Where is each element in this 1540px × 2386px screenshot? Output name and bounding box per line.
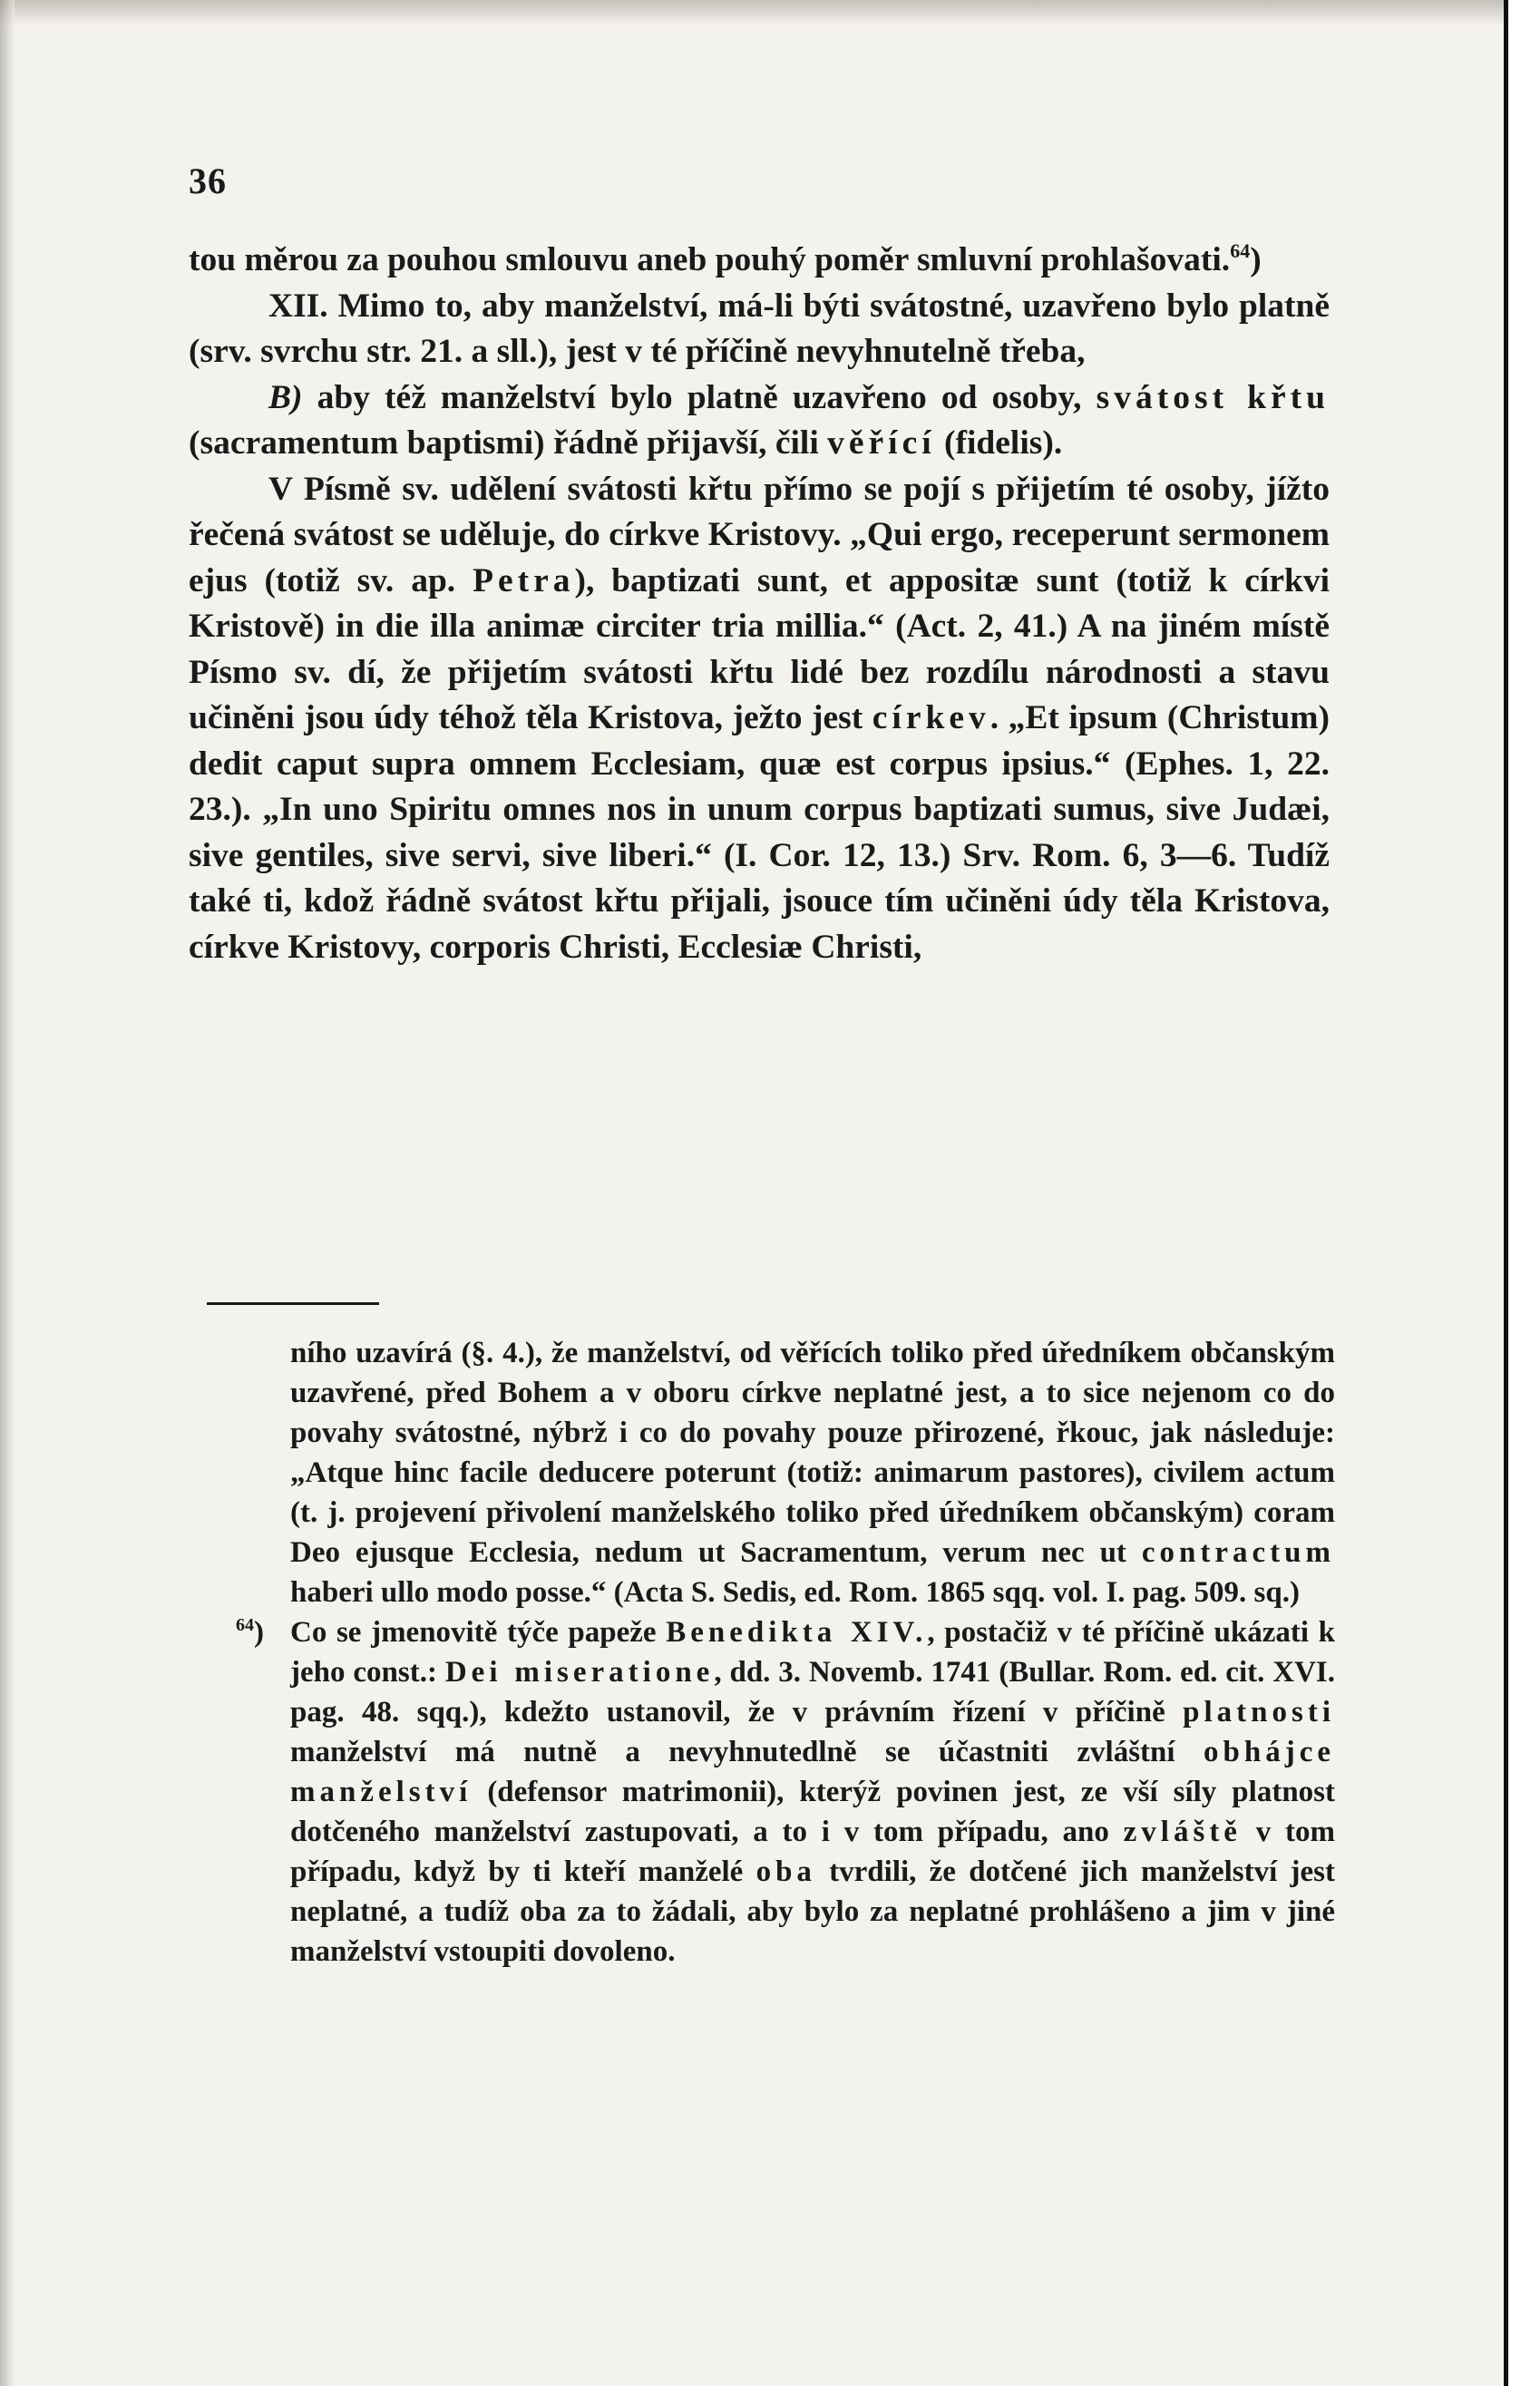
spaced-contractum: contractum bbox=[1141, 1536, 1335, 1569]
spaced-cirkev: církev bbox=[872, 699, 990, 736]
scan-top-shadow bbox=[0, 0, 1540, 25]
spaced-dei-miseratione: Dei miseratione bbox=[444, 1656, 715, 1689]
paragraph-3 bbox=[189, 375, 1330, 467]
paragraph-4-t2: ), baptizati sunt, et appositæ sunt (totiž k církvi Kristově) in die illa animæ circiter tria millia.“ (Act. 2, 41.) A na jiném místě Písmo sv. dí, že přijetím svátosti křtu lidé bez rozdílu národnosti a stavu učiněni jsou údy téhož těla Kristova, ježto jest bbox=[189, 561, 1330, 736]
footnote-64 bbox=[236, 1612, 1336, 1972]
footnote-64-marker bbox=[236, 1612, 264, 1652]
paragraph-1-tail: ) bbox=[1250, 241, 1262, 278]
footnote-separator bbox=[207, 1302, 379, 1305]
main-text bbox=[189, 238, 1330, 970]
paragraph-4 bbox=[189, 467, 1330, 971]
spaced-svatost-krtu: svátost křtu bbox=[1096, 378, 1330, 416]
footnote-continuation bbox=[290, 1333, 1335, 1612]
spaced-verici: věřící bbox=[827, 424, 936, 462]
paragraph-3-t1: aby též manželství bylo platně uzavřeno od osoby, bbox=[302, 378, 1082, 416]
footnote-64-t7: tvrdili, že dotčené jich manželství jest neplatné, a tudíž oba za to žádali, aby bylo za neplatné prohlášeno a jim v jiné manželství vstoupiti dovoleno. bbox=[290, 1855, 1335, 1968]
footnote-64-t5: (defensor matrimonii), kterýž povinen jest, ze vší síly platnost dotčeného manželství zastupovati, a to i v tom případu, ano bbox=[290, 1776, 1335, 1848]
paragraph-3-label: B) bbox=[268, 378, 303, 416]
spaced-benedikta: Benedikta XIV. bbox=[666, 1616, 928, 1649]
footnote-cont-t1: ního uzavírá (§. 4.), že manželství, od věřících toliko před úředníkem občanským uzavřené, před Bohem a v oboru církve neplatné jest, a to sice nejenom co do povahy svátostné, nýbrž i co do povahy pouze přirozené, řkouc, jak následuje: „Atque hinc facile deducere poterunt (totiž: animarum pastores), civilem actum (t. j. projevení přivolení manželského toliko před úředníkem občanským) coram Deo ejusque Ecclesia, nedum ut Sacramentum, verum nec ut bbox=[290, 1337, 1335, 1569]
paragraph-3-t2: (sacramentum baptismi) řádně přijavší, čili bbox=[189, 424, 828, 462]
paragraph-3-t3: (fidelis). bbox=[935, 424, 1063, 462]
footnote-64-number: 64 bbox=[236, 1615, 254, 1635]
paragraph-1 bbox=[189, 238, 1330, 284]
spaced-zvlaste: zvláště bbox=[1123, 1816, 1242, 1848]
spaced-oba: oba bbox=[755, 1855, 816, 1888]
spaced-petra: Petra bbox=[473, 561, 575, 599]
paragraph-2: XII. Mimo to, aby manželství, má-li býti svátostné, uzavřeno bylo platně (srv. svrchu str. 21. a sll.), jest v té příčině nevyhnutelně třeba, bbox=[189, 287, 1330, 370]
footnote-cont-t2: haberi ullo modo posse.“ (Acta S. Sedis, ed. Rom. 1865 sqq. vol. I. pag. 509. sq.) bbox=[290, 1576, 1300, 1609]
paragraph-4-t3: . „Et ipsum (Christum) dedit caput supra omnem Ecclesiam, quæ est corpus ipsius.“ (Ephes. 1, 22. 23.). „In uno Spiritu omnes nos in unum corpus baptizati sumus, sive Judæi, sive gentiles, sive servi, sive liberi.“ (I. Cor. 12, 13.) Srv. Rom. 6, 3—6. Tudíž také ti, kdož řádně svátost křtu přijali, jsouce tím učiněni údy těla Kristova, církve Kristovy, corporis Christi, Ecclesiæ Christi, bbox=[189, 699, 1330, 966]
footnote-64-t2: , postačiž v té příčině ukázati k jeho const.: bbox=[290, 1616, 1335, 1689]
footnote-64-t1: Co se jmenovitě týče papeže bbox=[290, 1616, 667, 1649]
footnote-64-t3: , dd. 3. Novemb. 1741 (Bullar. Rom. ed. cit. XVI. pag. 48. sqq.), kdežto ustanovil, že v právním řízení v příčině bbox=[290, 1656, 1336, 1729]
paragraph-1-text: tou měrou za pouhou smlouvu aneb pouhý poměr smluvní prohlašovati. bbox=[189, 241, 1231, 278]
spaced-obhajce: obhájce manželství bbox=[290, 1736, 1335, 1808]
paragraph-4-t1: V Písmě sv. udělení svátosti křtu přímo se pojí s přijetím té osoby, jížto řečená svátost se uděluje, do církve Kristovy. „Qui ergo, receperunt sermonem ejus (totiž sv. ap. bbox=[189, 470, 1330, 599]
scan-left-edge bbox=[0, 0, 15, 2386]
footnote-64-t6: v tom případu, když by ti kteří manželé bbox=[290, 1816, 1335, 1888]
footnote-ref-64: 64 bbox=[1230, 239, 1251, 262]
page-number: 36 bbox=[189, 161, 227, 201]
spaced-platnosti: platnosti bbox=[1183, 1696, 1335, 1729]
footnote-64-paren: ) bbox=[254, 1616, 264, 1649]
scan-right-border bbox=[1504, 0, 1540, 2386]
footnote-64-t4: manželství má nutně a nevyhnutedlně se účastniti zvláštní bbox=[290, 1736, 1204, 1768]
footnotes bbox=[236, 1333, 1336, 1972]
